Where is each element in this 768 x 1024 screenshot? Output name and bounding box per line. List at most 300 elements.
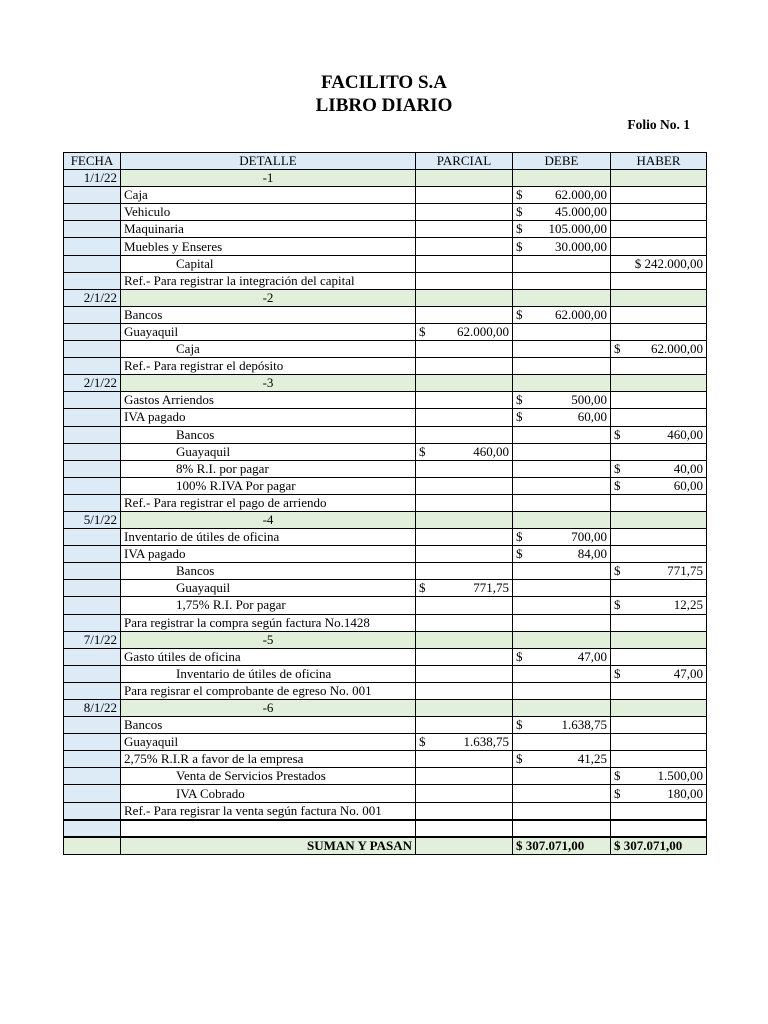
- entry-header-row: [64, 511, 707, 528]
- date-cell: [64, 614, 121, 631]
- parcial-cell: [416, 631, 513, 648]
- entry-date: 1/1/22: [64, 170, 121, 187]
- parcial-cell: [416, 511, 513, 528]
- date-cell: [64, 665, 121, 682]
- currency-symbol: $: [516, 204, 523, 220]
- parcial-cell: [416, 717, 513, 734]
- haber-cell: [611, 511, 707, 528]
- haber-cell: [611, 785, 707, 802]
- entry-date: 2/1/22: [64, 289, 121, 306]
- detail-text: Guayaquil: [121, 443, 416, 460]
- debe-cell: [513, 289, 611, 306]
- date-cell: [64, 187, 121, 204]
- journal-line-row: [64, 751, 707, 768]
- date-cell: [64, 460, 121, 477]
- journal-line-row: [64, 734, 707, 751]
- date-cell: [64, 323, 121, 340]
- debe-cell: [513, 648, 611, 665]
- haber-amount: 62.000,00: [651, 341, 703, 357]
- date-cell: [64, 820, 121, 837]
- currency-symbol: $: [516, 306, 523, 322]
- journal-line-row: [64, 717, 707, 734]
- debe-cell: [513, 392, 611, 409]
- debe-amount: 1.638,75: [561, 717, 607, 733]
- journal-line-row: [64, 494, 707, 511]
- debe-cell: [513, 511, 611, 528]
- currency-symbol: $: [516, 392, 523, 408]
- date-cell: [64, 272, 121, 289]
- parcial-cell: [416, 358, 513, 375]
- parcial-cell: [416, 665, 513, 682]
- journal-line-row: [64, 221, 707, 238]
- currency-symbol: $: [516, 751, 523, 767]
- detail-text: Caja: [121, 341, 416, 358]
- parcial-cell: [416, 580, 513, 597]
- haber-cell: [611, 306, 707, 323]
- journal-line-row: [64, 546, 707, 563]
- debe-money: [516, 204, 607, 220]
- haber-amount: 460,00: [667, 426, 703, 442]
- parcial-cell: [416, 426, 513, 443]
- totals-label: SUMAN Y PASAN: [121, 837, 416, 855]
- haber-cell: [611, 375, 707, 392]
- parcial-amount: 62.000,00: [457, 323, 509, 339]
- date-cell: [64, 682, 121, 699]
- haber-cell: [611, 751, 707, 768]
- parcial-cell: [416, 802, 513, 820]
- debe-amount: 41,25: [577, 751, 607, 767]
- detail-text: Maquinaria: [121, 221, 416, 238]
- detail-text: Para registrar la compra según factura No.1428: [121, 614, 416, 631]
- journal-line-row: [64, 802, 707, 820]
- journal-line-row: [64, 204, 707, 221]
- detail-text: Guayaquil: [121, 734, 416, 751]
- debe-cell: [513, 272, 611, 289]
- col-parcial-header: PARCIAL: [416, 153, 513, 170]
- debe-cell: [513, 460, 611, 477]
- date-cell: [64, 238, 121, 255]
- date-cell: [64, 392, 121, 409]
- currency-symbol: $: [419, 734, 426, 750]
- journal-line-row: [64, 341, 707, 358]
- journal-line-row: [64, 272, 707, 289]
- currency-symbol: $: [614, 563, 621, 579]
- date-cell: [64, 597, 121, 614]
- date-cell: [64, 648, 121, 665]
- haber-cell: [611, 820, 707, 837]
- haber-cell: [611, 255, 707, 272]
- debe-money: [516, 649, 607, 665]
- debe-cell: [513, 700, 611, 717]
- journal-line-row: [64, 323, 707, 340]
- date-cell: [64, 341, 121, 358]
- book-title: LIBRO DIARIO: [315, 95, 453, 116]
- haber-cell: [611, 323, 707, 340]
- journal-line-row: [64, 238, 707, 255]
- haber-cell: [611, 238, 707, 255]
- detail-text: IVA Cobrado: [121, 785, 416, 802]
- debe-money: [516, 392, 607, 408]
- entry-date: 8/1/22: [64, 700, 121, 717]
- journal-line-row: [64, 614, 707, 631]
- detail-text: Ref.- Para regisrar la venta según factura No. 001: [121, 802, 416, 820]
- date-cell: [64, 255, 121, 272]
- parcial-cell: [416, 323, 513, 340]
- debe-cell: [513, 546, 611, 563]
- date-cell: [64, 426, 121, 443]
- parcial-cell: [416, 785, 513, 802]
- detail-text: Bancos: [121, 426, 416, 443]
- debe-amount: 84,00: [577, 546, 607, 562]
- parcial-cell: [416, 682, 513, 699]
- detail-text: Gasto útiles de oficina: [121, 648, 416, 665]
- entry-date: 5/1/22: [64, 511, 121, 528]
- detail-text: Venta de Servicios Prestados: [121, 768, 416, 785]
- entry-header-row: [64, 631, 707, 648]
- haber-money: [614, 478, 703, 494]
- parcial-cell: [416, 700, 513, 717]
- haber-cell: [611, 631, 707, 648]
- haber-cell: [611, 529, 707, 546]
- debe-cell: [513, 170, 611, 187]
- date-cell: [64, 785, 121, 802]
- date-cell: [64, 717, 121, 734]
- debe-money: [516, 239, 607, 255]
- debe-cell: [513, 375, 611, 392]
- journal-line-row: [64, 255, 707, 272]
- haber-cell: [611, 187, 707, 204]
- haber-money: [614, 786, 703, 802]
- entry-number: -5: [121, 631, 416, 648]
- debe-cell: [513, 238, 611, 255]
- parcial-cell: [416, 820, 513, 837]
- parcial-cell: [416, 409, 513, 426]
- date-cell: [64, 768, 121, 785]
- debe-cell: [513, 409, 611, 426]
- date-cell: [64, 409, 121, 426]
- detail-text: Inventario de útiles de oficina: [121, 665, 416, 682]
- totals-debe: $ 307.071,00: [513, 837, 611, 855]
- entry-header-row: [64, 700, 707, 717]
- detail-text: Guayaquil: [121, 323, 416, 340]
- debe-cell: [513, 768, 611, 785]
- debe-money: [516, 546, 607, 562]
- debe-cell: [513, 717, 611, 734]
- date-cell: [64, 802, 121, 820]
- currency-symbol: $: [516, 221, 523, 237]
- journal-line-row: [64, 306, 707, 323]
- detail-text: IVA pagado: [121, 409, 416, 426]
- journal-line-row: [64, 392, 707, 409]
- haber-amount: 47,00: [673, 665, 703, 681]
- parcial-cell: [416, 460, 513, 477]
- col-haber-header: HABER: [611, 153, 707, 170]
- haber-amount: 60,00: [673, 477, 703, 493]
- parcial-cell: [416, 238, 513, 255]
- journal-line-row: [64, 529, 707, 546]
- detail-text: 2,75% R.I.R a favor de la empresa: [121, 751, 416, 768]
- haber-cell: [611, 204, 707, 221]
- journal-body: [64, 170, 707, 837]
- parcial-cell: [416, 529, 513, 546]
- debe-cell: [513, 341, 611, 358]
- totals-haber: $ 307.071,00: [611, 837, 707, 855]
- debe-amount: 700,00: [571, 529, 607, 545]
- debe-amount: 105.000,00: [548, 221, 607, 237]
- debe-amount: 62.000,00: [555, 187, 607, 203]
- currency-symbol: $: [614, 426, 621, 442]
- haber-money: [614, 597, 703, 613]
- haber-amount: 40,00: [673, 460, 703, 476]
- debe-cell: [513, 820, 611, 837]
- haber-money: [614, 461, 703, 477]
- detail-text: Inventario de útiles de oficina: [121, 529, 416, 546]
- haber-cell: [611, 734, 707, 751]
- parcial-cell: [416, 443, 513, 460]
- debe-cell: [513, 665, 611, 682]
- journal-line-row: [64, 597, 707, 614]
- debe-cell: [513, 323, 611, 340]
- haber-cell: [611, 392, 707, 409]
- debe-cell: [513, 785, 611, 802]
- detail-text: 8% R.I. por pagar: [121, 460, 416, 477]
- journal-line-row: [64, 648, 707, 665]
- debe-cell: [513, 529, 611, 546]
- detail-text: Gastos Arriendos: [121, 392, 416, 409]
- parcial-cell: [416, 289, 513, 306]
- debe-money: [516, 221, 607, 237]
- haber-cell: [611, 289, 707, 306]
- detail-text: Bancos: [121, 563, 416, 580]
- date-cell: [64, 580, 121, 597]
- detail-text: 100% R.IVA Por pagar: [121, 477, 416, 494]
- currency-symbol: $: [614, 785, 621, 801]
- currency-symbol: $: [516, 238, 523, 254]
- haber-cell: [611, 665, 707, 682]
- entry-number: -2: [121, 289, 416, 306]
- journal-line-row: [64, 785, 707, 802]
- detalle-cell: [121, 820, 416, 837]
- parcial-money: [419, 734, 509, 750]
- journal-line-row: [64, 187, 707, 204]
- haber-cell: [611, 477, 707, 494]
- haber-cell: [611, 717, 707, 734]
- journal-line-row: [64, 768, 707, 785]
- haber-cell: [611, 597, 707, 614]
- parcial-cell: [416, 546, 513, 563]
- currency-symbol: $: [516, 409, 523, 425]
- entry-number: -1: [121, 170, 416, 187]
- debe-cell: [513, 597, 611, 614]
- haber-cell: [611, 563, 707, 580]
- parcial-money: [419, 444, 509, 460]
- detail-text: Guayaquil: [121, 580, 416, 597]
- debe-money: [516, 751, 607, 767]
- parcial-cell: [416, 392, 513, 409]
- debe-amount: 45.000,00: [555, 204, 607, 220]
- debe-cell: [513, 494, 611, 511]
- currency-symbol: $: [516, 648, 523, 664]
- date-cell: [64, 563, 121, 580]
- debe-money: [516, 409, 607, 425]
- parcial-cell: [416, 614, 513, 631]
- header-row: [64, 153, 707, 170]
- parcial-cell: [416, 477, 513, 494]
- haber-cell: [611, 580, 707, 597]
- debe-money: [516, 187, 607, 203]
- haber-cell: [611, 170, 707, 187]
- parcial-cell: [416, 272, 513, 289]
- date-cell: [64, 306, 121, 323]
- debe-cell: [513, 802, 611, 820]
- journal-line-row: [64, 409, 707, 426]
- journal-table: [63, 152, 707, 855]
- detail-text: Ref.- Para registrar el pago de arriendo: [121, 494, 416, 511]
- haber-cell: [611, 221, 707, 238]
- haber-cell: [611, 682, 707, 699]
- parcial-cell: [416, 597, 513, 614]
- parcial-cell: [416, 563, 513, 580]
- blank-row: [64, 820, 707, 837]
- haber-money: [614, 563, 703, 579]
- entry-number: -4: [121, 511, 416, 528]
- debe-amount: 30.000,00: [555, 238, 607, 254]
- detail-text: Ref.- Para registrar la integración del capital: [121, 272, 416, 289]
- journal-line-row: [64, 563, 707, 580]
- detail-text: Caja: [121, 187, 416, 204]
- entry-header-row: [64, 289, 707, 306]
- detail-text: IVA pagado: [121, 546, 416, 563]
- haber-amount: 771,75: [667, 563, 703, 579]
- detail-text: Bancos: [121, 717, 416, 734]
- haber-money: [614, 666, 703, 682]
- haber-cell: [611, 546, 707, 563]
- parcial-cell: [416, 494, 513, 511]
- haber-cell: [611, 426, 707, 443]
- debe-amount: 62.000,00: [555, 306, 607, 322]
- entry-number: -6: [121, 700, 416, 717]
- entry-date: 2/1/22: [64, 375, 121, 392]
- debe-cell: [513, 734, 611, 751]
- parcial-cell: [416, 170, 513, 187]
- parcial-cell: [416, 375, 513, 392]
- parcial-cell: [416, 751, 513, 768]
- date-cell: [64, 734, 121, 751]
- haber-cell: [611, 460, 707, 477]
- date-cell: [64, 529, 121, 546]
- journal-line-row: [64, 682, 707, 699]
- currency-symbol: $: [614, 477, 621, 493]
- haber-amount: 1.500,00: [657, 768, 703, 784]
- date-cell: [64, 494, 121, 511]
- debe-cell: [513, 358, 611, 375]
- date-cell: [64, 358, 121, 375]
- debe-cell: [513, 682, 611, 699]
- detail-text: Para regisrar el comprobante de egreso No. 001: [121, 682, 416, 699]
- journal-line-row: [64, 426, 707, 443]
- parcial-cell: [416, 734, 513, 751]
- date-cell: [64, 477, 121, 494]
- detail-text: 1,75% R.I. Por pagar: [121, 597, 416, 614]
- parcial-money: [419, 580, 509, 596]
- detail-text: Vehiculo: [121, 204, 416, 221]
- currency-symbol: $: [516, 717, 523, 733]
- debe-cell: [513, 306, 611, 323]
- currency-symbol: $: [419, 443, 426, 459]
- journal-line-row: [64, 358, 707, 375]
- debe-cell: [513, 631, 611, 648]
- haber-cell: [611, 700, 707, 717]
- debe-cell: [513, 563, 611, 580]
- date-cell: [64, 546, 121, 563]
- parcial-amount: 1.638,75: [463, 734, 509, 750]
- haber-cell: [611, 272, 707, 289]
- haber-cell: [611, 409, 707, 426]
- haber-cell: [611, 443, 707, 460]
- currency-symbol: $: [419, 323, 426, 339]
- journal-line-row: [64, 443, 707, 460]
- haber-cell: [611, 494, 707, 511]
- haber-cell: [611, 648, 707, 665]
- currency-symbol: $: [614, 341, 621, 357]
- debe-cell: [513, 187, 611, 204]
- journal-line-row: [64, 665, 707, 682]
- parcial-cell: [416, 768, 513, 785]
- haber-cell: [611, 768, 707, 785]
- debe-cell: [513, 580, 611, 597]
- haber-money: [614, 341, 703, 357]
- col-fecha-header: FECHA: [64, 153, 121, 170]
- debe-cell: [513, 255, 611, 272]
- parcial-money: [419, 324, 509, 340]
- journal-line-row: [64, 580, 707, 597]
- currency-symbol: $: [614, 460, 621, 476]
- journal-line-row: [64, 477, 707, 494]
- parcial-cell: [416, 648, 513, 665]
- entry-date: 7/1/22: [64, 631, 121, 648]
- haber-cell: [611, 614, 707, 631]
- entry-header-row: [64, 375, 707, 392]
- parcial-cell: [416, 221, 513, 238]
- currency-symbol: $: [516, 546, 523, 562]
- currency-symbol: $: [419, 580, 426, 596]
- col-detalle-header: DETALLE: [121, 153, 416, 170]
- debe-cell: [513, 443, 611, 460]
- debe-money: [516, 307, 607, 323]
- parcial-cell: [416, 187, 513, 204]
- debe-money: [516, 529, 607, 545]
- date-cell: [64, 221, 121, 238]
- debe-cell: [513, 426, 611, 443]
- entry-number: -3: [121, 375, 416, 392]
- parcial-cell: [416, 204, 513, 221]
- currency-symbol: $: [614, 597, 621, 613]
- currency-symbol: $: [516, 529, 523, 545]
- detail-text: Capital: [121, 255, 416, 272]
- detail-text: Ref.- Para registrar el depósito: [121, 358, 416, 375]
- totals-row: [64, 837, 707, 855]
- debe-amount: 60,00: [577, 409, 607, 425]
- debe-amount: 500,00: [571, 392, 607, 408]
- col-debe-header: DEBE: [513, 153, 611, 170]
- debe-money: [516, 717, 607, 733]
- folio-number: Folio No. 1: [627, 117, 690, 132]
- haber-money: [614, 768, 703, 784]
- parcial-amount: 771,75: [473, 580, 509, 596]
- date-cell: [64, 204, 121, 221]
- currency-symbol: $: [516, 187, 523, 203]
- debe-cell: [513, 614, 611, 631]
